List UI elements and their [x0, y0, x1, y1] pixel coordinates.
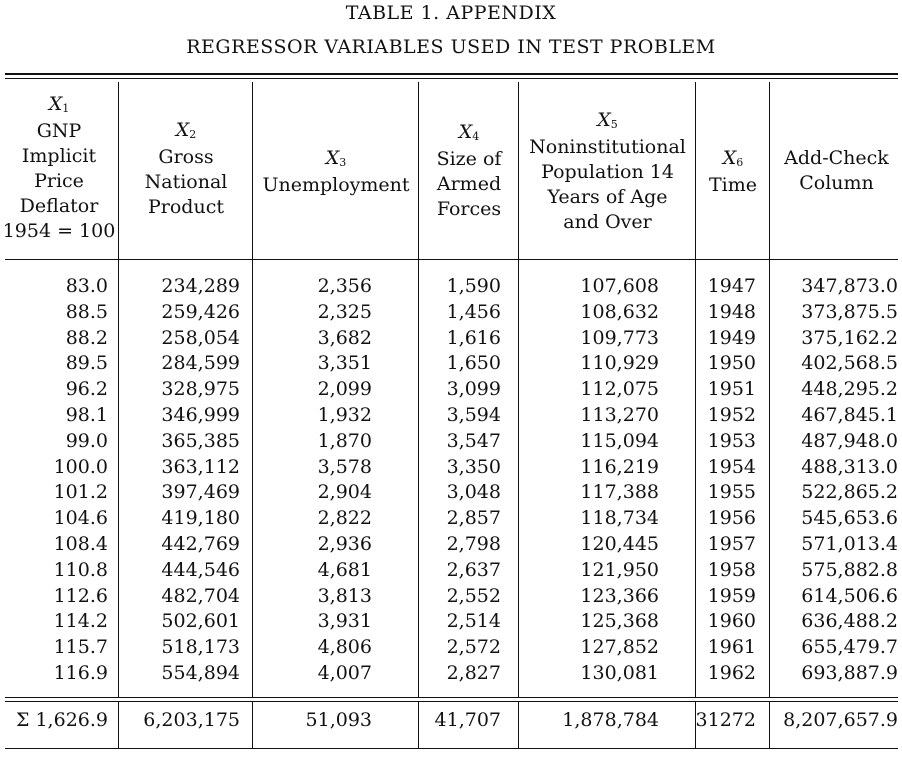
cell-x3: 3,682 [317, 326, 372, 349]
table-row [0, 481, 902, 507]
cell-x5: 116,219 [580, 455, 659, 478]
table-row [0, 507, 902, 533]
cell-x6: 1960 [707, 610, 756, 633]
cell-x2: 259,426 [161, 300, 240, 323]
cell-x5: 118,734 [580, 507, 659, 530]
cell-x4: 3,048 [446, 481, 501, 504]
cell-x2: 363,112 [161, 455, 240, 478]
cell-x5: 130,081 [580, 661, 659, 684]
table-row [0, 327, 902, 353]
cell-x4: 2,552 [446, 584, 501, 607]
cell-x4: 1,456 [446, 300, 501, 323]
cell-x1: 101.2 [53, 481, 108, 504]
cell-x5: 117,388 [580, 481, 659, 504]
cell-x6: 1953 [707, 429, 756, 452]
cell-x2: 397,469 [161, 481, 240, 504]
cell-x3: 3,813 [317, 584, 372, 607]
column-divider-5 [695, 82, 696, 259]
cell-x4: 3,350 [446, 455, 501, 478]
cell-add-check: 448,295.2 [801, 378, 898, 401]
cell-x6: 1952 [707, 403, 756, 426]
table-row [0, 275, 902, 301]
cell-x3: 1,870 [317, 429, 372, 452]
bottom-rule [5, 748, 898, 749]
cell-x2: 328,975 [161, 378, 240, 401]
header-x2: $X_2$ Gross National Product [144, 119, 228, 218]
table-title: TABLE 1. APPENDIX [345, 2, 557, 24]
cell-x4: 2,514 [446, 610, 501, 633]
cell-x1: 99.0 [65, 429, 108, 452]
cell-add-check: 375,162.2 [801, 326, 898, 349]
total-x4: 41,707 [434, 709, 501, 731]
cell-x6: 1961 [707, 636, 756, 659]
cell-x1: 98.1 [65, 403, 108, 426]
cell-x1: 96.2 [65, 378, 108, 401]
totals-rule-1 [5, 697, 898, 698]
cell-x1: 115.7 [53, 636, 108, 659]
cell-x3: 2,822 [317, 507, 372, 530]
table-row [0, 662, 902, 688]
cell-x5: 112,075 [580, 378, 659, 401]
totals-row [0, 709, 902, 735]
cell-add-check: 655,479.7 [801, 636, 898, 659]
cell-x1: 88.2 [65, 326, 108, 349]
cell-x2: 444,546 [161, 558, 240, 581]
table-row [0, 404, 902, 430]
header-x4: $X_4$ Size of Armed Forces [436, 121, 502, 220]
cell-x6: 1955 [707, 481, 756, 504]
cell-x5: 121,950 [580, 558, 659, 581]
cell-add-check: 487,948.0 [801, 429, 898, 452]
header-add-check: Add-Check Column [784, 147, 889, 194]
table-row [0, 533, 902, 559]
cell-x2: 284,599 [161, 352, 240, 375]
table-row [0, 456, 902, 482]
column-divider-6 [769, 82, 770, 259]
cell-x5: 120,445 [580, 532, 659, 555]
cell-x5: 109,773 [580, 326, 659, 349]
total-x1: Σ 1,626.9 [16, 709, 108, 731]
cell-x1: 116.9 [53, 661, 108, 684]
cell-add-check: 373,875.5 [801, 300, 898, 323]
cell-x4: 1,650 [446, 352, 501, 375]
cell-x6: 1950 [707, 352, 756, 375]
total-x6: 31272 [695, 709, 756, 731]
header-x5: $X_5$ Noninstitutional Population 14 Years of Age and Over [529, 109, 686, 233]
cell-x1: 114.2 [53, 610, 108, 633]
cell-x3: 2,099 [317, 378, 372, 401]
cell-x3: 3,351 [317, 352, 372, 375]
cell-x4: 3,099 [446, 378, 501, 401]
column-divider-3 [418, 82, 419, 259]
header-x6: $X_6$ Time [708, 147, 757, 196]
cell-x2: 258,054 [161, 326, 240, 349]
cell-x1: 108.4 [53, 532, 108, 555]
cell-add-check: 467,845.1 [801, 403, 898, 426]
cell-x5: 125,368 [580, 610, 659, 633]
cell-x6: 1951 [707, 378, 756, 401]
table-row [0, 636, 902, 662]
top-rule-1 [5, 73, 898, 75]
cell-add-check: 402,568.5 [801, 352, 898, 375]
cell-x1: 104.6 [53, 507, 108, 530]
cell-x3: 3,931 [317, 610, 372, 633]
cell-x5: 123,366 [580, 584, 659, 607]
cell-x1: 100.0 [53, 455, 108, 478]
cell-x4: 2,637 [446, 558, 501, 581]
cell-x2: 518,173 [161, 636, 240, 659]
cell-x3: 1,932 [317, 403, 372, 426]
column-divider-1 [118, 82, 119, 259]
cell-add-check: 571,013.4 [801, 532, 898, 555]
cell-x6: 1957 [707, 532, 756, 555]
cell-x3: 2,904 [317, 481, 372, 504]
table-subtitle: REGRESSOR VARIABLES USED IN TEST PROBLEM [186, 36, 716, 58]
table-row [0, 559, 902, 585]
cell-x1: 112.6 [53, 584, 108, 607]
cell-x3: 2,936 [317, 532, 372, 555]
cell-x2: 482,704 [161, 584, 240, 607]
cell-x1: 88.5 [65, 300, 108, 323]
cell-x2: 346,999 [161, 403, 240, 426]
cell-x6: 1949 [707, 326, 756, 349]
table-row [0, 352, 902, 378]
cell-x6: 1962 [707, 661, 756, 684]
cell-x3: 2,325 [317, 300, 372, 323]
column-divider-4 [518, 82, 519, 259]
cell-x6: 1959 [707, 584, 756, 607]
cell-add-check: 522,865.2 [801, 481, 898, 504]
cell-add-check: 347,873.0 [801, 275, 898, 297]
cell-x5: 108,632 [580, 300, 659, 323]
header-rule [5, 259, 898, 260]
cell-x4: 1,590 [446, 275, 501, 297]
cell-x6: 1947 [707, 275, 756, 297]
cell-x6: 1956 [707, 507, 756, 530]
cell-x2: 234,289 [161, 275, 240, 297]
table-row [0, 430, 902, 456]
cell-x5: 115,094 [580, 429, 659, 452]
cell-x2: 502,601 [161, 610, 240, 633]
cell-add-check: 614,506.6 [801, 584, 898, 607]
table-row [0, 378, 902, 404]
cell-x2: 554,894 [161, 661, 240, 684]
cell-x5: 127,852 [580, 636, 659, 659]
table-row [0, 585, 902, 611]
header-x3: $X_3$ Unemployment [262, 147, 410, 196]
cell-x4: 2,857 [446, 507, 501, 530]
cell-x2: 419,180 [161, 507, 240, 530]
cell-x3: 3,578 [317, 455, 372, 478]
column-divider-2 [252, 82, 253, 259]
total-add-check: 8,207,657.9 [783, 709, 898, 731]
cell-x1: 110.8 [53, 558, 108, 581]
cell-x1: 89.5 [65, 352, 108, 375]
cell-add-check: 693,887.9 [801, 661, 898, 684]
cell-x2: 442,769 [161, 532, 240, 555]
table-body [0, 275, 902, 688]
cell-add-check: 636,488.2 [801, 610, 898, 633]
cell-x3: 4,806 [317, 636, 372, 659]
cell-x2: 365,385 [161, 429, 240, 452]
cell-x4: 3,594 [446, 403, 501, 426]
cell-x5: 110,929 [580, 352, 659, 375]
total-x2: 6,203,175 [143, 709, 240, 731]
cell-x4: 2,798 [446, 532, 501, 555]
table-row [0, 610, 902, 636]
cell-x5: 107,608 [580, 275, 659, 297]
totals-rule-2 [5, 701, 898, 702]
cell-x3: 2,356 [317, 275, 372, 297]
cell-x3: 4,007 [317, 661, 372, 684]
total-x5: 1,878,784 [562, 709, 659, 731]
cell-x3: 4,681 [317, 558, 372, 581]
cell-x4: 2,827 [446, 661, 501, 684]
cell-x6: 1958 [707, 558, 756, 581]
total-x3: 51,093 [305, 709, 372, 731]
cell-x4: 1,616 [446, 326, 501, 349]
cell-add-check: 545,653.6 [801, 507, 898, 530]
cell-x5: 113,270 [580, 403, 659, 426]
top-rule-2 [5, 78, 898, 79]
cell-x4: 2,572 [446, 636, 501, 659]
cell-x4: 3,547 [446, 429, 501, 452]
cell-add-check: 488,313.0 [801, 455, 898, 478]
cell-add-check: 575,882.8 [801, 558, 898, 581]
cell-x6: 1954 [707, 455, 756, 478]
cell-x1: 83.0 [65, 275, 108, 297]
cell-x6: 1948 [707, 300, 756, 323]
table-row [0, 301, 902, 327]
header-x1: $X_1$ GNP Implicit Price Deflator 1954 = 100 [2, 93, 116, 242]
